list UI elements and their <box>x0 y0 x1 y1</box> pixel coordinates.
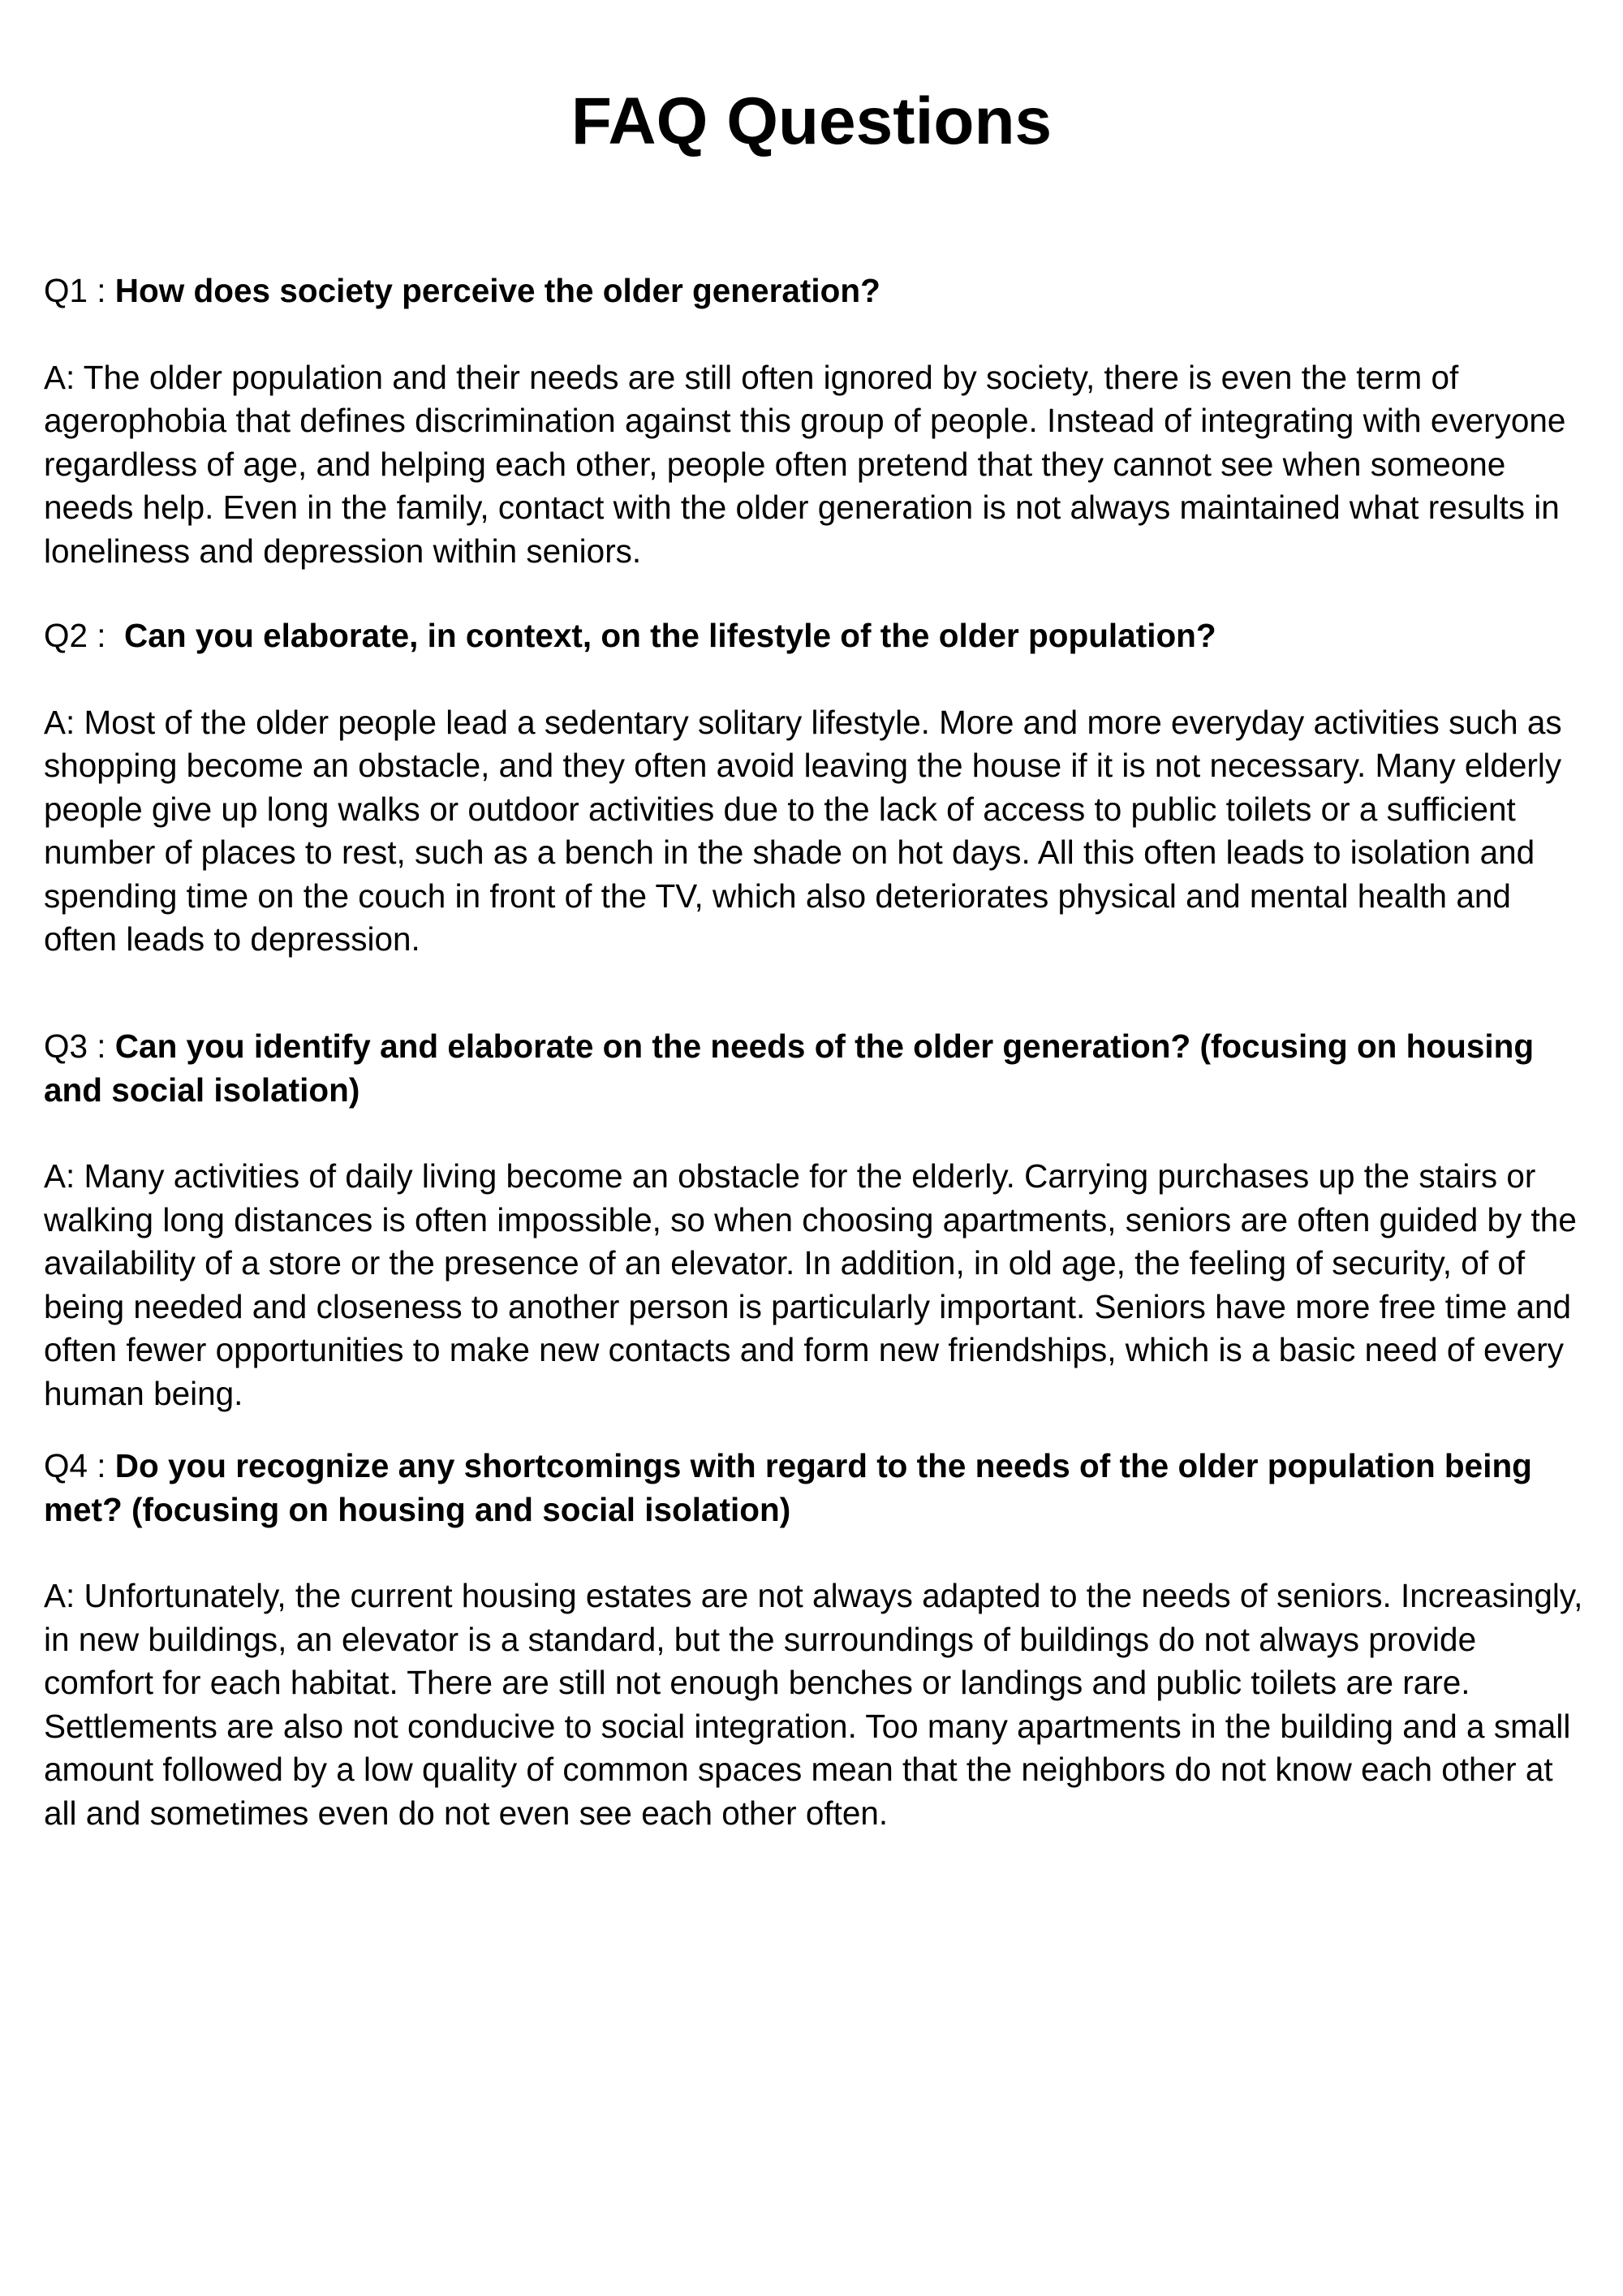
faq-answer-1: A: The older population and their needs are still often ignored by society, there is even the term of agerophobia that defines discrimination against this group of people. Instead of integrating with everyone regardless of age, and helping each other, people often pretend that they cannot see when someone needs help. Even in the family, contact with the older generation is not always maintained what results in loneliness and depression within seniors. <box>44 358 1566 570</box>
faq-question-3 <box>44 1025 1586 1112</box>
question-number: Q1 : <box>44 272 106 309</box>
faq-answer-2: A: Most of the older people lead a sedentary solitary lifestyle. More and more everyday activities such as shopping become an obstacle, and they often avoid leaving the house if it is not necessary. Many elderly people give up long walks or outdoor activities due to the lack of access to public toilets or a sufficient number of places to rest, such as a bench in the shade on hot days. All this often leads to isolation and spending time on the couch in front of the TV, which also deteriorates physical and mental health and often leads to depression. <box>44 703 1562 958</box>
faq-question-4 <box>44 1445 1586 1531</box>
faq-item-1 <box>44 269 1586 573</box>
faq-item-2 <box>44 614 1586 962</box>
question-number: Q4 : <box>44 1447 106 1484</box>
question-text: Can you identify and elaborate on the needs of the older generation? (focusing on housing and social isolation) <box>44 1027 1535 1109</box>
faq-item-3 <box>44 1025 1586 1415</box>
question-number: Q3 : <box>44 1027 106 1065</box>
faq-item-4 <box>44 1445 1586 1835</box>
question-number: Q2 : <box>44 617 106 654</box>
faq-question-2 <box>44 614 1586 658</box>
question-text: Do you recognize any shortcomings with regard to the needs of the older population being met? (focusing on housing and social isolation) <box>44 1447 1532 1528</box>
faq-answer-3: A: Many activities of daily living become an obstacle for the elderly. Carrying purchases up the stairs or walking long distances is often impossible, so when choosing apartments, seniors are often guided by the availability of a store or the presence of an elevator. In addition, in old age, the feeling of security, of of being needed and closeness to another person is particularly important. Seniors have more free time and often fewer opportunities to make new contacts and form new friendships, which is a basic need of every human being. <box>44 1157 1577 1412</box>
faq-question-1 <box>44 269 1586 313</box>
faq-answer-4: A: Unfortunately, the current housing estates are not always adapted to the needs of seniors. Increasingly, in new buildings, an elevator is a standard, but the surroundings of buildings do not always provide comfort for each habitat. There are still not enough benches or landings and public toilets are rare. Settlements are also not conducive to social integration. Too many apartments in the building and a small amount followed by a low quality of common spaces mean that the neighbors do not know each other at all and sometimes even do not even see each other often. <box>44 1577 1583 1832</box>
page-title: FAQ Questions <box>570 84 1053 158</box>
question-text: Can you elaborate, in context, on the lifestyle of the older population? <box>124 617 1216 654</box>
question-text: How does society perceive the older generation? <box>114 272 880 309</box>
